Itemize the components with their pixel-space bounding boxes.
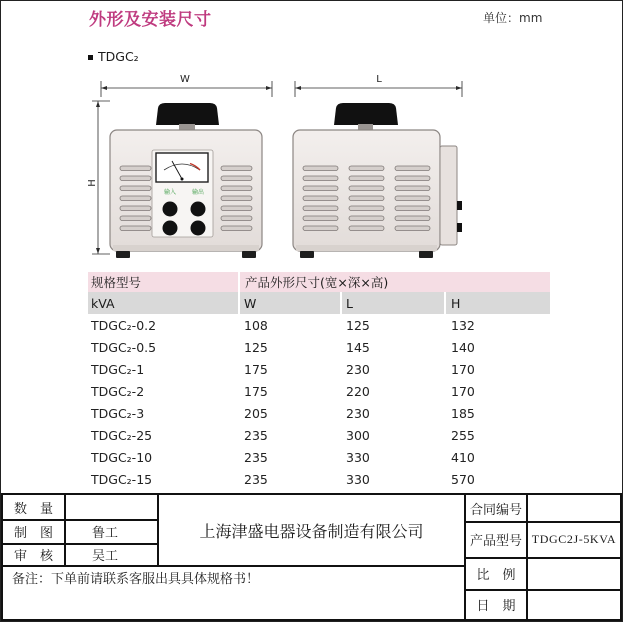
cell-model: TDGC₂-25: [91, 427, 153, 443]
vent-slot: [221, 166, 252, 171]
table-row: [88, 314, 550, 336]
vent-slot: [120, 176, 151, 181]
vent-slot: [120, 166, 151, 171]
quantity-value: [66, 495, 157, 519]
table-row: [88, 336, 550, 358]
dimension-table: [88, 272, 550, 490]
terminal-post: [191, 221, 206, 236]
needle-pivot: [181, 178, 184, 181]
adjust-knob: [334, 103, 398, 125]
drafter-value: 鲁工: [91, 526, 118, 541]
foot: [300, 251, 314, 258]
height-label: H: [87, 179, 98, 187]
cell-w: 205: [244, 405, 268, 421]
vent-slot: [395, 206, 430, 211]
vent-slot: [221, 226, 252, 231]
base-strip: [113, 245, 259, 251]
column-w: W: [240, 292, 340, 314]
header-dimensions: 产品外形尺寸(宽×深×高): [240, 272, 550, 292]
vent-slot: [349, 166, 384, 171]
company-name: 上海津盛电器设备制造有限公司: [199, 521, 424, 541]
scale-label: 比 例: [476, 568, 516, 583]
cell-w: 235: [244, 471, 268, 487]
vent-slot: [303, 206, 338, 211]
voltmeter: [156, 153, 208, 182]
cell-l: 220: [346, 383, 370, 399]
base-strip: [296, 245, 437, 251]
header-model: 规格型号: [88, 272, 238, 292]
terminal-post: [457, 201, 462, 210]
vent-slot: [395, 186, 430, 191]
scale-value: [528, 558, 620, 589]
table-row: [88, 380, 550, 402]
vent-slot: [303, 186, 338, 191]
foot: [116, 251, 130, 258]
vent-slot: [303, 216, 338, 221]
cell-l: 125: [346, 317, 370, 333]
vent-slot: [120, 216, 151, 221]
table-header-row: [88, 272, 550, 292]
vent-slot: [120, 226, 151, 231]
reviewer-label: 审 核: [13, 549, 53, 564]
cell-l: 300: [346, 427, 370, 443]
vent-slot: [221, 216, 252, 221]
vent-slot: [221, 186, 252, 191]
cell-h: 170: [451, 383, 475, 399]
cell-h: 170: [451, 361, 475, 377]
side-front-panel: [440, 146, 457, 245]
side-view: [293, 74, 462, 258]
table-row: [88, 358, 550, 380]
cell-model: TDGC₂-15: [91, 471, 153, 487]
vent-slot: [349, 176, 384, 181]
vent-slot: [395, 176, 430, 181]
front-view: [87, 74, 272, 258]
date-value: [528, 590, 620, 619]
cell-w: 235: [244, 449, 268, 465]
contract-number-value: [528, 495, 620, 521]
cell-w: 235: [244, 427, 268, 443]
input-label: 输入: [163, 189, 177, 196]
product-model-label: 产品型号: [469, 534, 522, 549]
column-kva: kVA: [88, 292, 238, 314]
vent-slot: [221, 206, 252, 211]
vent-slot: [303, 166, 338, 171]
cell-l: 145: [346, 339, 370, 355]
vent-slot: [221, 176, 252, 181]
vent-slot: [120, 196, 151, 201]
product-series-name: TDGC₂: [98, 49, 139, 64]
cell-w: 108: [244, 317, 268, 333]
page-title: 外形及安装尺寸: [89, 10, 212, 30]
vent-slot: [303, 226, 338, 231]
contract-number-label: 合同编号: [469, 502, 522, 518]
cell-w: 175: [244, 383, 268, 399]
foot: [419, 251, 433, 258]
vent-slot: [120, 206, 151, 211]
side-vent-group: [303, 166, 430, 231]
table-row: [88, 402, 550, 424]
vent-slot: [349, 196, 384, 201]
product-drawing: [0, 0, 623, 270]
cell-w: 175: [244, 361, 268, 377]
vent-slot: [349, 206, 384, 211]
product-model-value: TDGC2J-5KVA: [531, 532, 617, 546]
adjust-knob: [156, 103, 219, 125]
cell-l: 330: [346, 471, 370, 487]
cell-model: TDGC₂-10: [91, 449, 153, 465]
cell-h: 255: [451, 427, 475, 443]
cell-h: 570: [451, 471, 475, 487]
length-label: L: [376, 74, 382, 85]
vent-slot: [395, 216, 430, 221]
cell-l: 230: [346, 361, 370, 377]
cell-model: TDGC₂-0.2: [91, 317, 157, 333]
cell-l: 330: [346, 449, 370, 465]
table-row: [88, 424, 550, 446]
quantity-label: 数 量: [13, 501, 53, 517]
table-row: [88, 446, 550, 468]
table-row: [88, 468, 550, 490]
cell-model: TDGC₂-2: [91, 383, 145, 399]
cell-h: 132: [451, 317, 475, 333]
vent-slot: [303, 176, 338, 181]
column-h: H: [446, 292, 550, 314]
vent-slot: [395, 226, 430, 231]
unit-note: 单位：mm: [483, 11, 543, 25]
vent-slot: [120, 186, 151, 191]
date-label: 日 期: [476, 599, 516, 614]
terminal-post: [457, 223, 462, 232]
vent-slot: [349, 226, 384, 231]
column-l: L: [342, 292, 444, 314]
grid-line: [1, 619, 622, 621]
width-label: W: [180, 74, 190, 85]
terminal-post: [163, 202, 178, 217]
vent-slot: [395, 196, 430, 201]
cell-model: TDGC₂-0.5: [91, 339, 157, 355]
cell-w: 125: [244, 339, 268, 355]
cell-h: 140: [451, 339, 475, 355]
cell-h: 185: [451, 405, 475, 421]
height-dimension: [92, 101, 110, 254]
foot: [242, 251, 256, 258]
table-subheader-row: [88, 292, 550, 314]
cell-model: TDGC₂-3: [91, 405, 145, 421]
cell-h: 410: [451, 449, 475, 465]
drafter-label: 制 图: [13, 526, 53, 541]
terminal-post: [191, 202, 206, 217]
vent-slot: [303, 196, 338, 201]
cell-l: 230: [346, 405, 370, 421]
vent-slot: [349, 216, 384, 221]
order-note: 备注：下单前请联系客服出具具体规格书！: [12, 572, 260, 587]
vent-slot: [221, 196, 252, 201]
output-label: 输出: [191, 189, 205, 196]
terminal-post: [163, 221, 178, 236]
reviewer-value: 吴工: [91, 549, 118, 564]
vent-slot: [395, 166, 430, 171]
vent-slot: [349, 186, 384, 191]
cell-model: TDGC₂-1: [91, 361, 145, 377]
